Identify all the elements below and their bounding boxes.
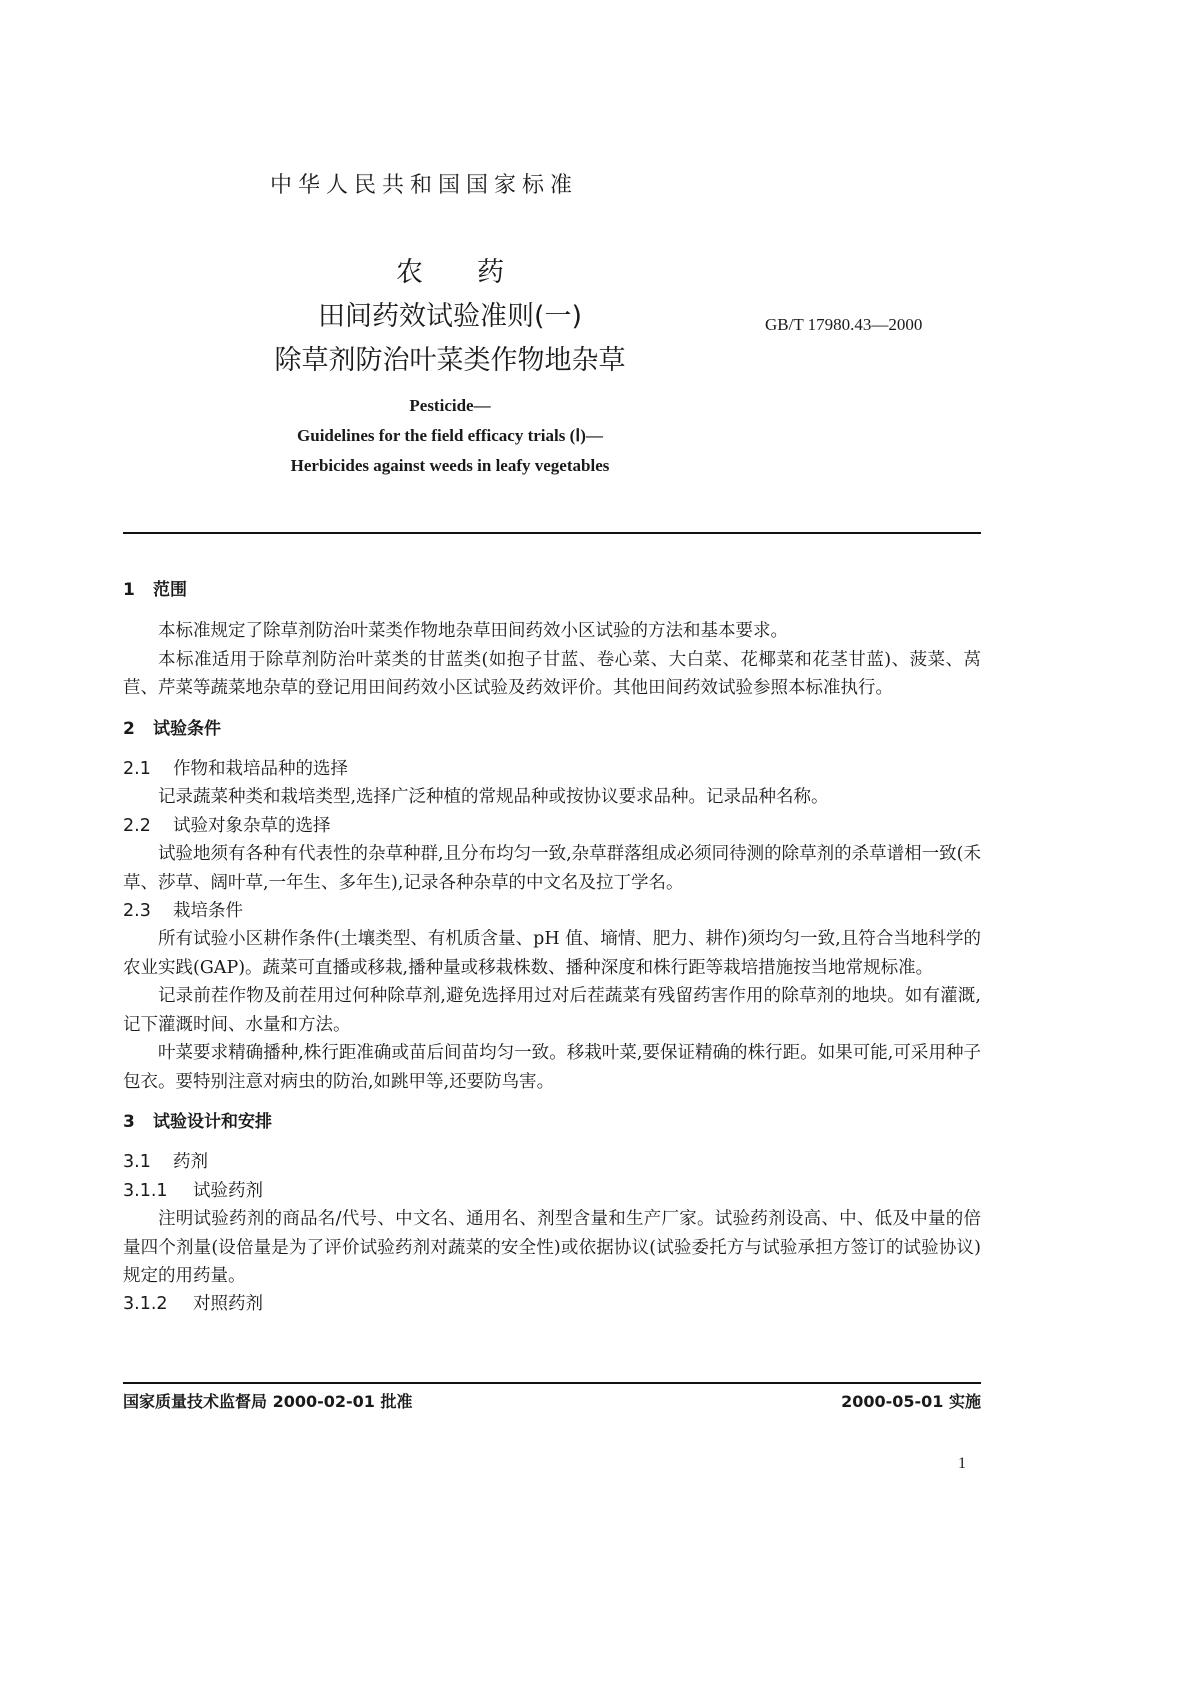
english-title-line2: Guidelines for the field efficacy trials (Ⅰ)—	[297, 426, 603, 445]
page-number: 1	[958, 1455, 966, 1472]
section-2-1-heading: 2.1 作物和栽培品种的选择	[123, 759, 348, 780]
section-2-heading: 2 试验条件	[123, 718, 221, 739]
approval-date: 国家质量技术监督局 2000-02-01 批准	[123, 1392, 413, 1411]
org-title: 中华人民共和国国家标准	[270, 173, 579, 198]
section-3-heading: 3 试验设计和安排	[123, 1111, 272, 1132]
standard-code: GB/T 17980.43—2000	[765, 315, 923, 334]
section-3-1-1-heading: 3.1.1 试验药剂	[123, 1180, 263, 1201]
english-title-line3: Herbicides against weeds in leafy vegetables	[290, 456, 610, 475]
title-line2: 田间药效试验准则(一)	[317, 301, 583, 332]
section-2-3-heading: 2.3 栽培条件	[123, 901, 243, 922]
section-2-2-para: 试验地须有各种有代表性的杂草种群,且分布均匀一致,杂草群落组成必须同待测的除草剂的杀草谱相一致(禾草、莎草、阔叶草,一年生、多年生),记录各种杂草的中文名及拉丁学名。	[123, 844, 981, 893]
section-1-para-2: 本标准适用于除草剂防治叶菜类的甘蓝类(如抱子甘蓝、卷心菜、大白菜、花椰菜和花茎甘蓝)、菠菜、莴苣、芹菜等蔬菜地杂草的登记用田间药效小区试验及药效评价。其他田间药效试验参照本标准执行。	[123, 649, 981, 699]
section-2-2-heading: 2.2 试验对象杂草的选择	[123, 815, 331, 836]
section-3-1-1-para: 注明试验药剂的商品名/代号、中文名、通用名、剂型含量和生产厂家。试验药剂设高、中、低及中量的倍量四个剂量(设倍量是为了评价试验药剂对蔬菜的安全性)或依据协议(试验委托方与试验承担方签订的试验协议)规定的用药量。	[123, 1209, 981, 1286]
implementation-date: 2000-05-01 实施	[841, 1392, 981, 1411]
document-body	[123, 576, 981, 1319]
section-1-para-1: 本标准规定了除草剂防治叶菜类作物地杂草田间药效小区试验的方法和基本要求。	[158, 621, 788, 642]
english-title-line1: Pesticide—	[409, 396, 491, 415]
section-3-1-2-heading: 3.1.2 对照药剂	[123, 1294, 263, 1315]
section-3-1-heading: 3.1 药剂	[123, 1152, 208, 1173]
section-2-3-para-3: 叶菜要求精确播种,株行距准确或苗后间苗均匀一致。移栽叶菜,要保证精确的株行距。如果可能,可采用种子包衣。要特别注意对病虫的防治,如跳甲等,还要防鸟害。	[123, 1043, 981, 1092]
title-line1: 农 药	[396, 257, 504, 288]
section-2-3-para-1: 所有试验小区耕作条件(土壤类型、有机质含量、pH 值、墒情、肥力、耕作)须均匀一致,且符合当地科学的农业实践(GAP)。蔬菜可直播或移栽,播种量或移栽株数、播种深度和株行距等栽培措施按当地常规标准。	[123, 929, 981, 978]
title-line3: 除草剂防治叶菜类作物地杂草	[274, 345, 626, 376]
footer	[123, 1389, 981, 1412]
section-2-1-para: 记录蔬菜种类和栽培类型,选择广泛种植的常规品种或按协议要求品种。记录品种名称。	[158, 787, 829, 808]
footer-divider	[123, 1382, 981, 1384]
section-1-heading: 1 范围	[123, 580, 187, 600]
header-divider	[123, 532, 981, 534]
section-2-3-para-2: 记录前茬作物及前茬用过何种除草剂,避免选择用过对后茬蔬菜有残留药害作用的除草剂的地块。如有灌溉,记下灌溉时间、水量和方法。	[123, 986, 981, 1035]
